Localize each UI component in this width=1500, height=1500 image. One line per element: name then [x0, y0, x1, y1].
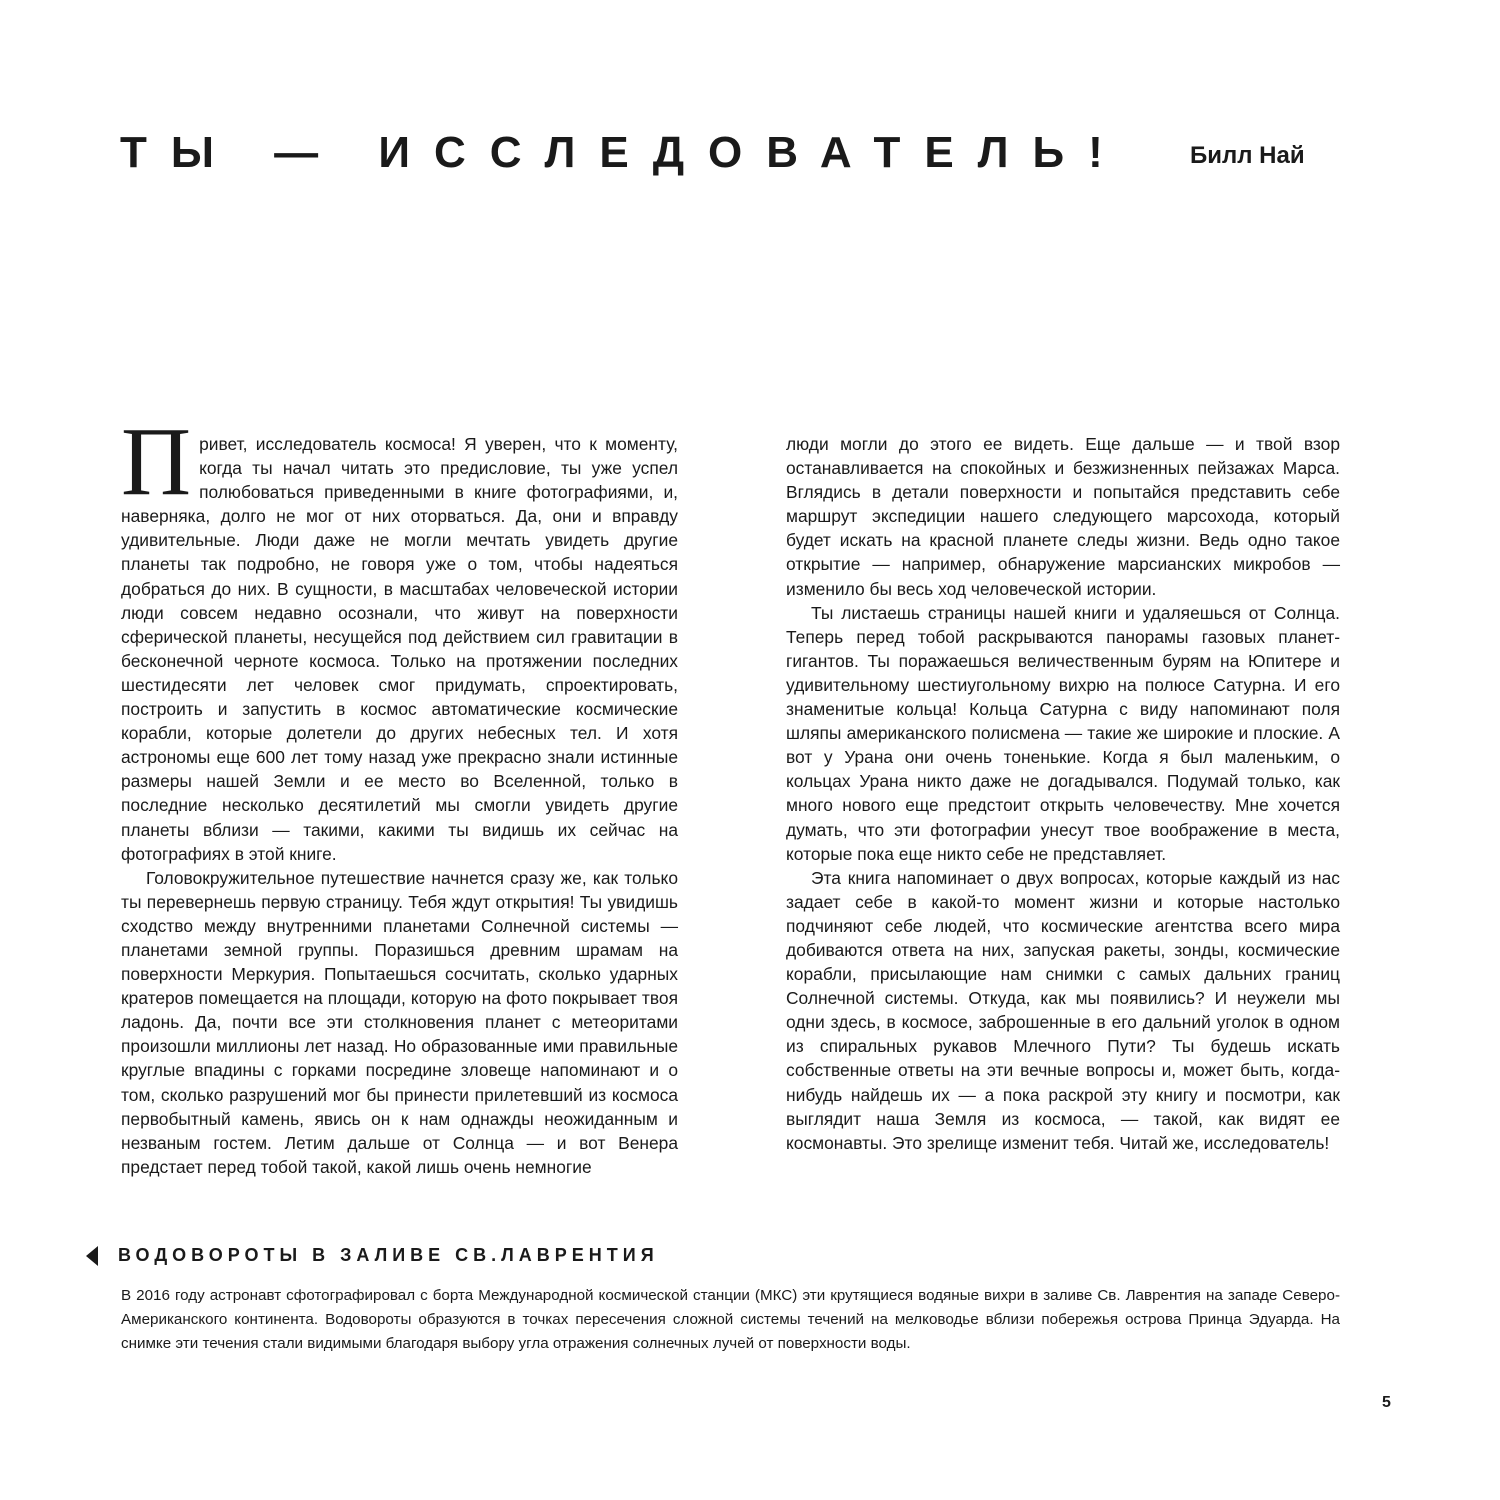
paragraph-text: ривет, исследователь космоса! Я уверен, что к моменту, когда ты начал читать это предисловие, ты уже успел полюбоваться приведенными в книге фотографиями, и, наверняка, долго не мог от них оторваться. Да, они и вправду удивительные. Люди даже не могли мечтать увидеть другие планеты так подробно, не говоря уже о том, чтобы надеяться добраться до них. В сущности, в масштабах человеческой истории люди совсем недавно осознали, что живут на поверхности сферической планеты, несущейся под действием сил гравитации в бесконечной черноте космоса. Только на протяжении последних шестидесяти лет человек смог придумать, спроектировать, построить и запустить в космос автоматические космические корабли, которые долетели до других небесных тел. И хотя астрономы еще 600 лет тому назад уже прекрасно знали истинные размеры нашей Земли и ее место во Вселенной, только в последние несколько десятилетий мы смогли увидеть другие планеты вблизи — такими, какими ты видишь их сейчас на фотографиях в этой книге.	[121, 434, 678, 864]
paragraph: люди могли до этого ее видеть. Еще дальше — и твой взор останавливается на спокойных и безжизненных пейзажах Марса. Вглядись в детали поверхности и попытайся представить себе маршрут экспедиции нашего следующего марсохода, который будет искать на красной планете следы жизни. Ведь одно такое открытие — например, обнаружение марсианских микробов — изменило бы весь ход человеческой истории.	[786, 434, 1340, 599]
photo-caption-heading	[86, 1245, 659, 1266]
left-arrow-icon	[86, 1246, 98, 1266]
paragraph: Головокружительное путешествие начнется сразу же, как только ты перевернешь первую страницу. Тебя ждут открытия! Ты увидишь сходство между внутренними планетами Солнечной системы — планетами земной группы. Поразишься древним шрамам на поверхности Меркурия. Попытаешься сосчитать, сколько ударных кратеров помещается на площади, которую на фото покрывает твоя ладонь. Да, почти все эти столкновения планет с метеоритами произошли миллионы лет назад. Но образованные ими правильные круглые впадины с горками посредине зловеще напоминают и о том, сколько разрушений мог бы принести прилетевший из космоса первобытный камень, явись он к нам однажды неожиданным и незваным гостем. Летим дальше от Солнца — и вот Венера предстает перед тобой такой, какой лишь очень немногие	[121, 867, 678, 1177]
text-column-right	[786, 432, 1340, 1155]
page-number: 5	[1382, 1394, 1391, 1411]
drop-cap: П	[121, 408, 192, 515]
text-column-left	[121, 408, 678, 1179]
caption-title: ВОДОВОРОТЫ В ЗАЛИВЕ СВ.ЛАВРЕНТИЯ	[118, 1245, 659, 1265]
page-title: ТЫ — ИССЛЕДОВАТЕЛЬ!	[120, 128, 1127, 177]
caption-text: В 2016 году астронавт сфотографировал с борта Международной космической станции (МКС) эти крутящиеся водяные вихри в заливе Св. Лаврентия на западе Северо-Американского континента. Водовороты образуются в точках пересечения сложной системы течений на мелководье вблизи побережья острова Принца Эдуарда. На снимке эти течения стали видимыми благодаря выбору угла отражения солнечных лучей от поверхности воды.	[121, 1287, 1340, 1352]
paragraph	[121, 408, 678, 866]
author-name: Билл Най	[1190, 142, 1305, 169]
paragraph: Ты листаешь страницы нашей книги и удаляешься от Солнца. Теперь перед тобой раскрываются панорамы газовых планет-гигантов. Ты поражаешься величественным бурям на Юпитере и удивительному шестиугольному вихрю на полюсе Сатурна. И его знаменитые кольца! Кольца Сатурна с виду напоминают поля шляпы американского полисмена — такие же широкие и плоские. А вот у Урана они очень тоненькие. Когда я был маленьким, о кольцах Урана никто даже не догадывался. Подумай только, как много нового еще предстоит открыть человечеству. Мне хочется думать, что эти фотографии унесут твое воображение в места, которые пока еще никто себе не представляет.	[786, 602, 1340, 864]
paragraph: Эта книга напоминает о двух вопросах, которые каждый из нас задает себе в какой-то момент жизни и которые настолько подчиняют себе людей, что космические агентства всего мира добиваются ответа на них, запуская ракеты, зонды, космические корабли, присылающие нам снимки с самых дальних границ Солнечной системы. Откуда, как мы появились? И неужели мы одни здесь, в космосе, заброшенные в его дальний уголок в одном из спиральных рукавов Млечного Пути? Ты будешь искать собственные ответы на эти вечные вопросы и, может быть, когда-нибудь найдешь их — а пока раскрой эту книгу и посмотри, как выглядит наша Земля из космоса, — такой, как видят ее космонавты. Это зрелище изменит тебя. Читай же, исследователь!	[786, 867, 1340, 1153]
